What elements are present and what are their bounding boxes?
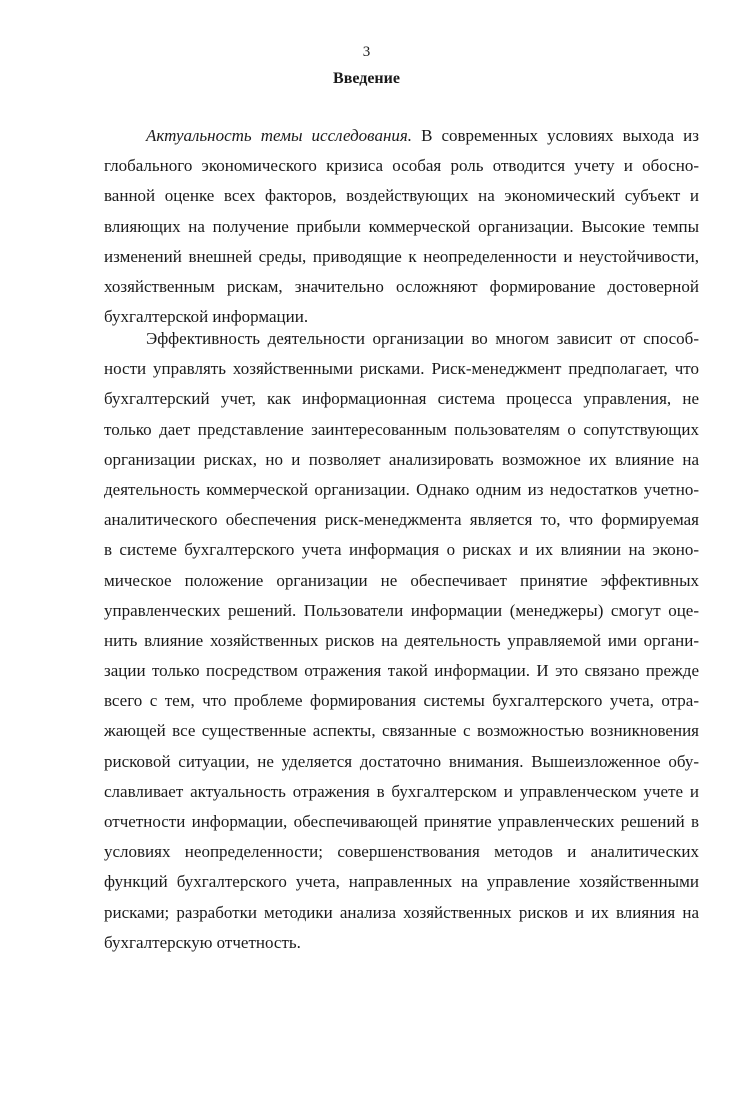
text-line: только дает представление заинтересованным пользователям о сопутствующих	[104, 419, 699, 439]
text-line: мическое положение организации не обеспечивает принятие эффективных	[104, 570, 699, 590]
text-line: всего с тем, что проблеме формирования системы бухгалтерского учета, отра-	[104, 691, 699, 711]
text-line: Эффективность деятельности организации во многом зависит от способ-	[146, 329, 699, 348]
text-line	[104, 121, 699, 151]
paragraph-relevance	[104, 121, 699, 332]
text-line: организации рисках, но и позволяет анализировать возможное их влияние на	[104, 449, 699, 469]
text-line-content: В современных условиях выхода из	[412, 126, 699, 145]
text-line: зации только посредством отражения такой информации. И это связано прежде	[104, 661, 699, 681]
page-number: 3	[362, 44, 371, 60]
text-line: ванной оценке всех факторов, воздействующих на экономический субъект и	[104, 186, 699, 206]
text-line: жающей все существенные аспекты, связанные с возможностью возникновения	[104, 721, 699, 741]
text-line: управленческих решений. Пользователи информации (менеджеры) смогут оце-	[104, 600, 699, 620]
text-line: ности управлять хозяйственными рисками. Риск-менеджмент предполагает, что	[104, 359, 699, 379]
text-line: бухгалтерской информации.	[104, 307, 309, 327]
text-line: славливает актуальность отражения в бухгалтерском и управленческом учете и	[104, 781, 699, 801]
section-heading: Введение	[333, 70, 400, 87]
text-line: нить влияние хозяйственных рисков на деятельность управляемой ими органи-	[104, 630, 699, 650]
text-line: рисками; разработки методики анализа хозяйственных рисков и их влияния на	[104, 902, 699, 922]
text-line: отчетности информации, обеспечивающей принятие управленческих решений в	[104, 812, 699, 831]
text-line: функций бухгалтерского учета, направленных на управление хозяйственными	[104, 872, 699, 892]
text-line: хозяйственным рискам, значительно осложняют формирование достоверной	[104, 276, 699, 296]
text-line: условиях неопределенности; совершенствования методов и аналитических	[104, 842, 699, 862]
paragraph-effectiveness	[104, 324, 699, 958]
text-line: влияющих на получение прибыли коммерческой организации. Высокие темпы	[104, 216, 699, 236]
text-line: в системе бухгалтерского учета информация о рисках и их влиянии на эконо-	[104, 540, 699, 560]
text-line: бухгалтерскую отчетность.	[104, 932, 301, 952]
italic-lead: Актуальность темы исследования.	[146, 126, 413, 145]
text-line: деятельность коммерческой организации. Однако одним из недостатков учетно-	[104, 479, 699, 499]
text-line: глобального экономического кризиса особая роль отводится учету и обосно-	[104, 156, 699, 176]
text-line: аналитического обеспечения риск-менеджмента является то, что формируемая	[104, 510, 699, 530]
text-line: бухгалтерский учет, как информационная система процесса управления, не	[104, 389, 699, 409]
text-line: рисковой ситуации, не уделяется достаточно внимания. Вышеизложенное обу-	[104, 751, 699, 771]
text-line: изменений внешней среды, приводящие к неопределенности и неустойчивости,	[104, 246, 699, 266]
